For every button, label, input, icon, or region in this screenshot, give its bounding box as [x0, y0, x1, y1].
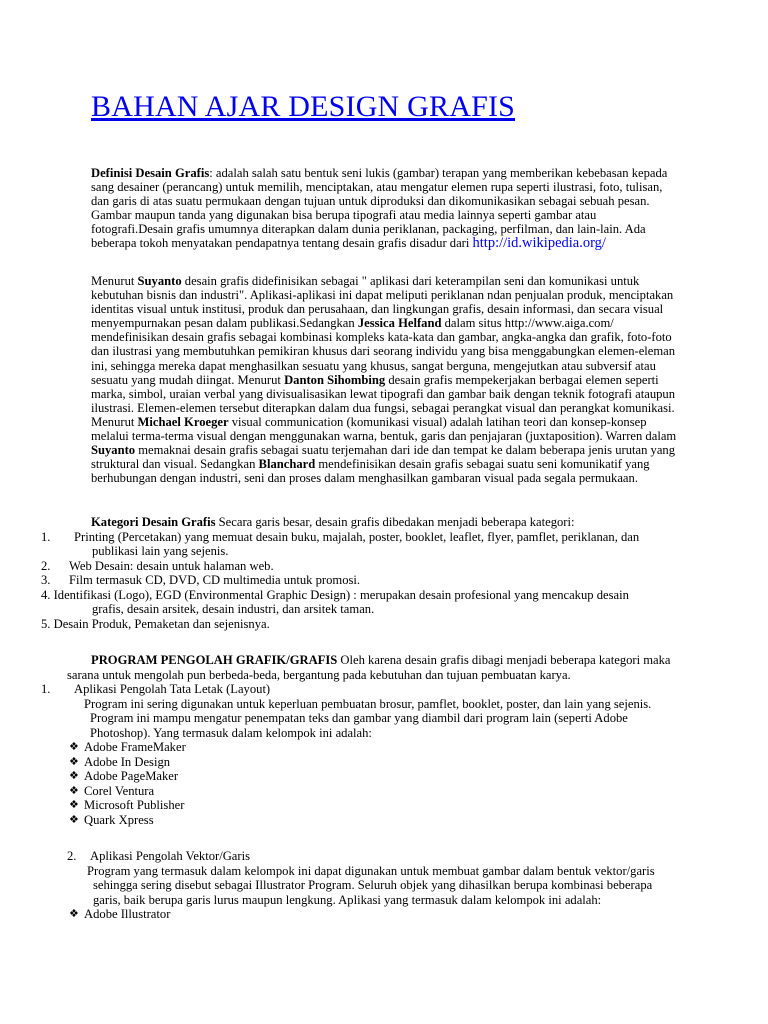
list-item — [0, 588, 768, 603]
text-line: desain grafis mempekerjakan berbagai elemen seperti — [385, 372, 659, 387]
list-number: 1. — [41, 682, 51, 696]
text-line: mendefinisikan desain grafis sebagai kombinasi kompleks kata-kata dan gambar, angka-angka dan grafik, foto-foto — [91, 330, 672, 345]
text-line: Adobe Illustrator — [84, 907, 171, 921]
intro-paragraph — [91, 166, 691, 251]
text-line: melalui terma-terma visual dengan menggunakan warna, bentuk, garis dan penjajaran (juxtaposition). Warren dalam — [91, 429, 677, 444]
text-line: berhubungan dengan industri, seni dan proses dalam menghasilkan gambaran visual pada segala permukaan. — [91, 471, 638, 486]
text-line: Oleh karena desain grafis dibagi menjadi beberapa kategori maka — [337, 653, 671, 667]
text-line: Corel Ventura — [84, 783, 155, 798]
text-line: Menurut — [91, 274, 138, 288]
definitions-paragraph — [91, 274, 691, 485]
text-line: Quark Xpress — [84, 812, 154, 827]
text-line: Photoshop). Yang termasuk dalam kelompok ini adalah: — [90, 725, 372, 740]
text-line: 5. Desain Produk, Pemaketan dan sejenisnya. — [41, 616, 270, 631]
text-line: 4. Identifikasi (Logo), EGD (Environmental Graphic Design) : merupakan desain profesional yang mencakup desain — [41, 587, 629, 602]
diamond-bullet-icon: ❖ — [69, 908, 79, 920]
text-line: Microsoft Publisher — [84, 798, 185, 812]
diamond-bullet-icon: ❖ — [69, 770, 79, 782]
text-line: struktural dan visual. Sedangkan — [91, 457, 259, 472]
kategori-section — [0, 515, 768, 631]
text-line: visual communication (komunikasi visual) adalah latihan teori dan konsep-konsep — [228, 414, 647, 429]
name-michael-kroeger: Michael Kroeger — [137, 414, 229, 429]
text-line: Web Desain: desain untuk halaman web. — [69, 558, 274, 573]
vector-section — [0, 849, 768, 922]
list-item — [0, 755, 768, 770]
name-blanchard: Blanchard — [258, 457, 316, 472]
list-item — [0, 907, 768, 922]
text-line: dan garis di atas suatu permukaan dengan tujuan untuk diproduksi dan dikomunikasikan sebagai sebuah pesan. — [91, 194, 650, 209]
page-title: BAHAN AJAR DESIGN GRAFIS — [91, 90, 516, 123]
list-item — [0, 559, 768, 574]
text-line: identitas visual untuk institusi, produk dan perusahaan, dan lingkungan grafis, desain informasi, dan secara visual — [91, 302, 664, 317]
text-line: Adobe In Design — [84, 754, 171, 769]
diamond-bullet-icon: ❖ — [69, 755, 79, 768]
text-line: Film termasuk CD, DVD, CD multimedia untuk promosi. — [69, 573, 361, 587]
list-item — [0, 530, 768, 545]
text-line: Gambar maupun tanda yang digunakan bisa berupa tipografi atau media lainnya seperti gambar atau — [91, 208, 597, 223]
text-line: Adobe PageMaker — [84, 769, 179, 783]
diamond-bullet-icon: ❖ — [69, 741, 79, 753]
list-item — [0, 617, 768, 632]
text-line: mendefinisikan desain grafis sebagai suatu seni komunikatif yang — [315, 457, 650, 472]
list-item — [0, 798, 768, 813]
text-line: Adobe FrameMaker — [84, 740, 186, 754]
text-line: ilustrasi. Elemen-elemen tersebut diterapkan dalam dua fungsi, sebagai perangkat visual dan perangkat komunikasi. — [91, 400, 675, 415]
diamond-bullet-icon: ❖ — [69, 813, 79, 826]
text-line: grafis, desain arsitek, desain industri, dan arsitek taman. — [92, 602, 375, 616]
text-line: Menurut — [91, 414, 138, 429]
text-line: sarana untuk mengolah pun berbeda-beda, bergantung pada kebutuhan dan tujuan pembuatan karya. — [67, 667, 571, 682]
text-line: marka, simbol, uraian verbal yang divisualisasikan lewat tipografi dan gambar baik dengan teknik fotografi ataupun — [91, 386, 676, 401]
text-line: : adalah salah satu bentuk seni lukis (gambar) terapan yang memberikan kebebasan kepada — [209, 166, 668, 180]
name-suyanto: Suyanto — [137, 274, 182, 288]
text-line: dan ilustrasi yang membutuhkan pemikiran khusus dari seorang individu yang bisa menggabungkan elemen-eleman — [91, 344, 676, 359]
text-line: sang desainer (perancang) untuk memilih, menciptakan, atau mengatur elemen rupa seperti ilustrasi, foto, tulisan, — [91, 180, 663, 195]
text-line: garis, baik berupa garis lurus maupun lengkung. Aplikasi yang termasuk dalam kelompok ini adalah: — [93, 892, 602, 907]
list-item — [0, 573, 768, 588]
text-line: Program ini mampu mengatur penempatan teks dan gambar yang diambil dari program lain (seperti Adobe — [90, 711, 628, 725]
text-line: Program ini sering digunakan untuk keperluan pembuatan brosur, pamflet, booklet, poster, dan lain yang sejenis. — [84, 696, 652, 711]
text-line: kebutuhan bisnis dan industri". Aplikasi-aplikasi ini dapat meliputi periklanan ndan penjualan produk, menciptakan — [91, 288, 674, 303]
text-line: dalam situs http://www.aiga.com/ — [441, 316, 614, 331]
text-line: menyempurnakan pesan dalam publikasi.Sedangkan — [91, 316, 358, 331]
list-number: 1. — [41, 529, 51, 544]
name-danton-sihombing: Danton Sihombing — [284, 372, 386, 387]
program-section — [0, 653, 768, 827]
term-program: PROGRAM PENGOLAH GRAFIK/GRAFIS — [91, 653, 338, 667]
text-line: fotografi.Desain grafis umumnya diterapkan dalam dunia periklanan, packaging, perfilman, dan lain-lain. Ada — [91, 222, 646, 237]
text-line: Secara garis besar, desain grafis dibedakan menjadi beberapa kategori: — [215, 515, 575, 529]
term-definisi: Definisi Desain Grafis — [91, 166, 210, 180]
diamond-bullet-icon: ❖ — [69, 799, 79, 811]
text-line: memaknai desain grafis sebagai suatu terjemahan dari ide dan tempat ke dalam beberapa jenis urutan yang — [135, 443, 676, 458]
name-suyanto-2: Suyanto — [91, 443, 136, 458]
text-line: Program yang termasuk dalam kelompok ini dapat digunakan untuk membuat gambar dalam bentuk vektor/garis — [87, 863, 655, 878]
list-item — [0, 682, 768, 697]
list-item — [0, 740, 768, 755]
text-line: sehingga sering disebut sebagai Illustrator Program. Seluruh objek yang dihasilkan berupa kombinasi beberapa — [93, 878, 653, 892]
list-number: 3. — [41, 573, 51, 587]
list-item — [0, 784, 768, 799]
wikipedia-link[interactable]: http://id.wikipedia.org/ — [472, 235, 606, 252]
list-item — [0, 769, 768, 784]
name-jessica-helfand: Jessica Helfand — [357, 316, 442, 331]
term-kategori: Kategori Desain Grafis — [91, 515, 216, 529]
text-line: sesuatu yang mudah diingat. Menurut — [91, 372, 285, 387]
text-line: Aplikasi Pengolah Vektor/Garis — [90, 849, 250, 863]
text-line: Aplikasi Pengolah Tata Letak (Layout) — [74, 682, 271, 696]
text-line: beberapa tokoh menyatakan pendapatnya tentang desain grafis disadur dari — [91, 236, 473, 251]
list-number: 2. — [41, 558, 51, 573]
text-line: ini, sehingga mereka dapat menghasilkan sesuatu yang khusus, sangat berguna, mengejutkan atau subversif atau — [91, 358, 656, 373]
text-line: Printing (Percetakan) yang memuat desain buku, majalah, poster, booklet, leaflet, flyer, pamflet, periklanan, dan — [74, 529, 640, 544]
list-item — [0, 813, 768, 828]
text-line: desain grafis didefinisikan sebagai " aplikasi dari keterampilan seni dan komunikasi untuk — [181, 274, 640, 288]
list-item — [0, 849, 768, 864]
list-number: 2. — [67, 849, 77, 863]
text-line: publikasi lain yang sejenis. — [92, 544, 229, 558]
diamond-bullet-icon: ❖ — [69, 784, 79, 797]
